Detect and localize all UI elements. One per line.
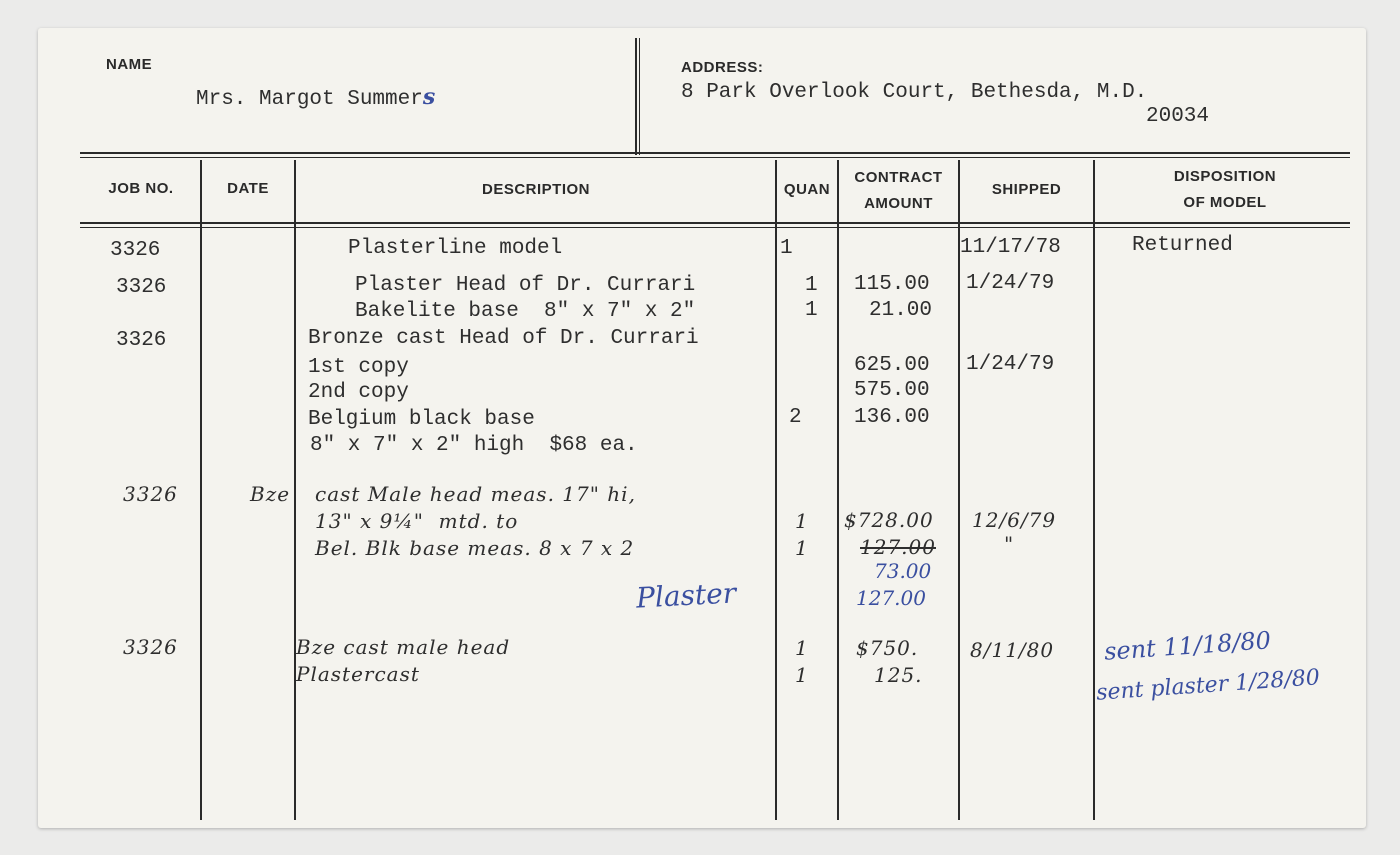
entry-quan: 1: [795, 536, 809, 560]
name-label: NAME: [106, 56, 153, 73]
header-divider-2: [639, 38, 640, 155]
col-line-shipped: [958, 160, 960, 820]
header-rule-top: [80, 152, 1350, 154]
col-line-desc: [294, 160, 296, 820]
entry-shipped: ": [1004, 532, 1015, 556]
entry-shipped: 1/24/79: [966, 272, 1055, 295]
entry-shipped: 1/24/79: [966, 353, 1055, 376]
entry-amount: 575.00: [854, 379, 930, 402]
address-label: ADDRESS:: [681, 59, 764, 76]
entry-description: Plaster Head of Dr. Currari: [355, 274, 696, 297]
entry-amount-struck: 127.00: [860, 535, 936, 559]
entry-job: 3326: [110, 239, 161, 262]
entry-disposition: Returned: [1132, 234, 1233, 257]
column-rule-top: [80, 222, 1350, 224]
entry-description: Bakelite base 8" x 7" x 2": [355, 300, 696, 323]
entry-description: Plasterline model: [348, 237, 563, 260]
col-line-date: [200, 160, 202, 820]
record-card: [38, 28, 1366, 828]
entry-amount: $728.00: [844, 508, 934, 532]
col-line-disposition: [1093, 160, 1095, 820]
entry-description: Plastercast: [296, 662, 420, 686]
col-header-shipped: SHIPPED: [991, 181, 1062, 198]
col-header-amount: AMOUNT: [864, 195, 933, 212]
entry-quan: 1: [795, 636, 809, 660]
entry-quan: 1: [780, 237, 793, 260]
entry-quan: 1: [795, 509, 809, 533]
entry-shipped: 11/17/78: [960, 236, 1061, 259]
entry-job: 3326: [123, 482, 178, 506]
address-line2: 20034: [1146, 105, 1210, 128]
entry-description: Bze cast male head: [296, 635, 511, 659]
handwritten-disposition: sent plaster 1/28/80: [1095, 665, 1321, 706]
col-header-of-model: OF MODEL: [1183, 194, 1267, 211]
entry-quan: 1: [805, 299, 818, 322]
entry-description: 2nd copy: [308, 381, 409, 404]
entry-amount: 625.00: [854, 354, 930, 377]
header-divider-1: [635, 38, 637, 155]
name-value: Mrs. Margot Summers: [196, 84, 436, 111]
entry-quan: 1: [805, 274, 818, 297]
header-rule-bottom: [80, 157, 1350, 158]
entry-job: 3326: [116, 276, 167, 299]
col-header-disposition: DISPOSITION: [1173, 168, 1277, 185]
handwritten-plaster: Plaster: [635, 576, 737, 615]
column-rule-bottom: [80, 227, 1350, 228]
col-header-description: DESCRIPTION: [481, 181, 590, 198]
entry-amount: 21.00: [869, 299, 933, 322]
col-line-amount: [837, 160, 839, 820]
entry-amount: 115.00: [854, 273, 930, 296]
handwritten-amount: 127.00: [856, 586, 926, 610]
entry-amount: 125.: [874, 663, 923, 687]
handwritten-disposition: sent 11/18/80: [1103, 626, 1272, 666]
entry-job: 3326: [123, 635, 178, 659]
entry-amount: $750.: [856, 636, 919, 660]
col-header-job-no: JOB NO.: [108, 180, 174, 197]
entry-description: 8" x 7" x 2" high $68 ea.: [310, 434, 638, 457]
entry-job: 3326: [116, 329, 167, 352]
col-header-quan: QUAN: [783, 181, 831, 198]
entry-quan: 2: [789, 406, 802, 429]
entry-description: Bronze cast Head of Dr. Currari: [308, 327, 699, 350]
entry-shipped: 8/11/80: [970, 638, 1055, 662]
entry-amount: 136.00: [854, 406, 930, 429]
entry-quan: 1: [795, 663, 809, 687]
entry-description: Bel. Blk base meas. 8 x 7 x 2: [315, 536, 635, 560]
entry-date: Bze: [250, 482, 291, 506]
col-line-quan: [775, 160, 777, 820]
col-header-date: DATE: [227, 180, 269, 197]
entry-description: cast Male head meas. 17" hi,: [315, 482, 636, 506]
entry-shipped: 12/6/79: [972, 508, 1057, 532]
name-handwritten-s: s: [422, 84, 436, 110]
entry-description: 1st copy: [308, 356, 409, 379]
entry-description: Belgium black base: [308, 408, 535, 431]
col-header-contract: CONTRACT: [854, 169, 943, 186]
address-line1: 8 Park Overlook Court, Bethesda, M.D.: [681, 81, 1148, 104]
handwritten-amount: 73.00: [874, 559, 932, 583]
entry-description: 13" x 9¼" mtd. to: [315, 509, 519, 533]
